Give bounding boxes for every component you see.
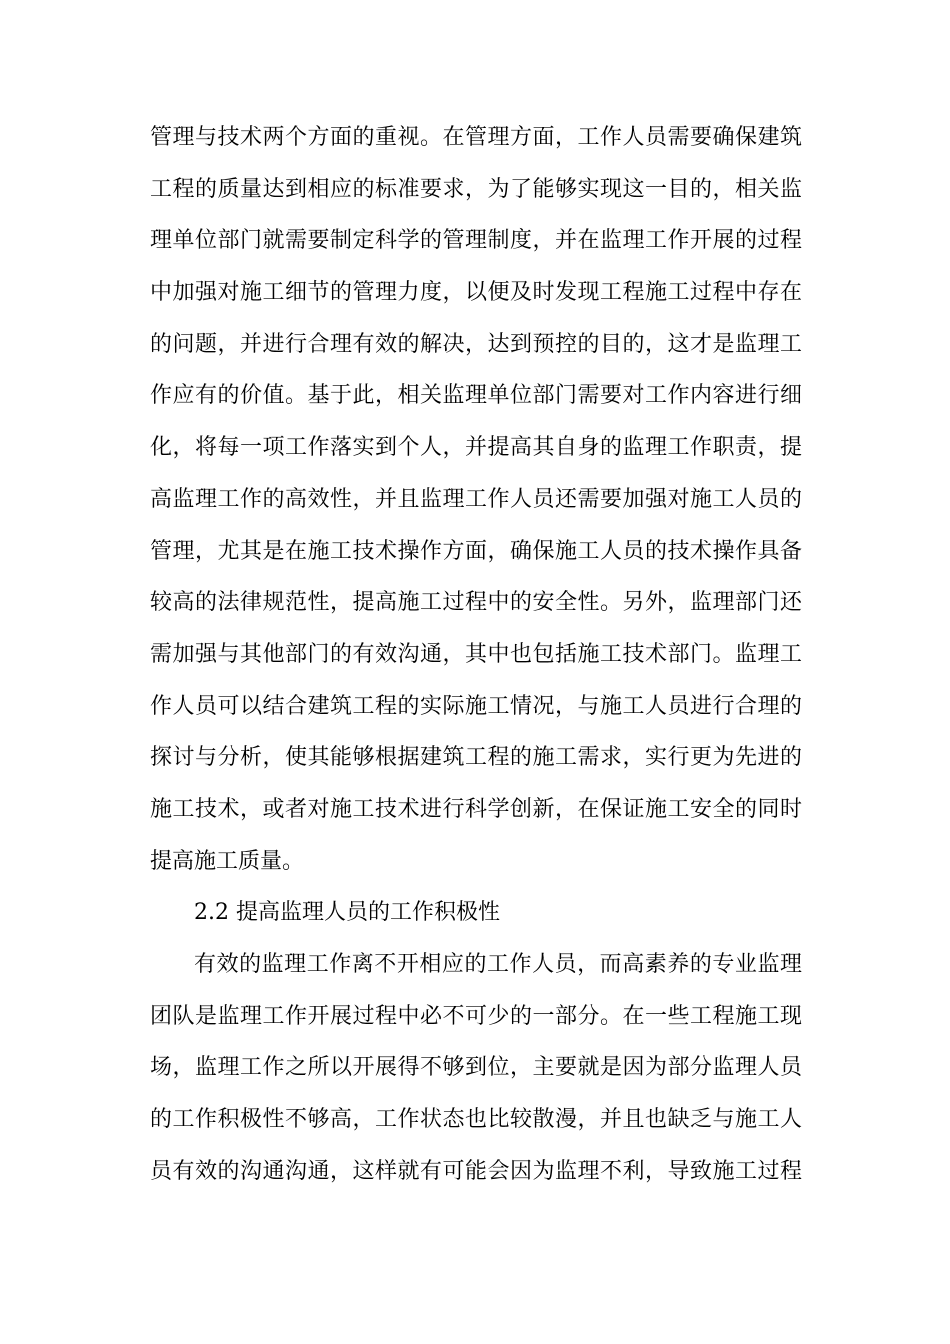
text-line: 探讨与分析，使其能够根据建筑工程的施工需求，实行更为先进的 bbox=[150, 745, 802, 771]
text-line: 作人员可以结合建筑工程的实际施工情况，与施工人员进行合理的 bbox=[150, 693, 802, 719]
text-line: 管理，尤其是在施工技术操作方面，确保施工人员的技术操作具备 bbox=[150, 538, 802, 564]
text-line: 施工技术，或者对施工技术进行科学创新，在保证施工安全的同时 bbox=[150, 796, 802, 822]
text-line: 工程的质量达到相应的标准要求，为了能够实现这一目的，相关监 bbox=[150, 176, 802, 202]
text-line: 作应有的价值。基于此，相关监理单位部门需要对工作内容进行细 bbox=[150, 383, 802, 409]
text-line: 场，监理工作之所以开展得不够到位，主要就是因为部分监理人员 bbox=[150, 1055, 802, 1081]
text-line: 需加强与其他部门的有效沟通，其中也包括施工技术部门。监理工 bbox=[150, 641, 802, 667]
document-body bbox=[150, 112, 802, 1197]
text-line: 团队是监理工作开展过程中必不可少的一部分。在一些工程施工现 bbox=[150, 1003, 802, 1029]
text-line: 较高的法律规范性，提高施工过程中的安全性。另外，监理部门还 bbox=[150, 590, 802, 616]
text-line: 中加强对施工细节的管理力度，以便及时发现工程施工过程中存在 bbox=[150, 280, 802, 306]
paragraph-staff-motivation bbox=[150, 939, 802, 1197]
text-line: 有效的监理工作离不开相应的工作人员，而高素养的专业监理 bbox=[194, 952, 802, 977]
text-line: 管理与技术两个方面的重视。在管理方面，工作人员需要确保建筑 bbox=[150, 125, 802, 150]
text-line: 理单位部门就需要制定科学的管理制度，并在监理工作开展的过程 bbox=[150, 228, 802, 254]
section-heading: 2.2 提高监理人员的工作积极性 bbox=[194, 900, 500, 926]
text-line: 员有效的沟通沟通，这样就有可能会因为监理不利，导致施工过程 bbox=[150, 1158, 802, 1184]
text-line: 高监理工作的高效性，并且监理工作人员还需要加强对施工人员的 bbox=[150, 486, 802, 512]
text-line: 的工作积极性不够高，工作状态也比较散漫，并且也缺乏与施工人 bbox=[150, 1107, 802, 1133]
text-line: 化，将每一项工作落实到个人，并提高其自身的监理工作职责，提 bbox=[150, 435, 802, 461]
paragraph-management bbox=[150, 112, 802, 887]
text-line: 的问题，并进行合理有效的解决，达到预控的目的，这才是监理工 bbox=[150, 331, 802, 357]
text-line: 提高施工质量。 bbox=[150, 848, 305, 874]
